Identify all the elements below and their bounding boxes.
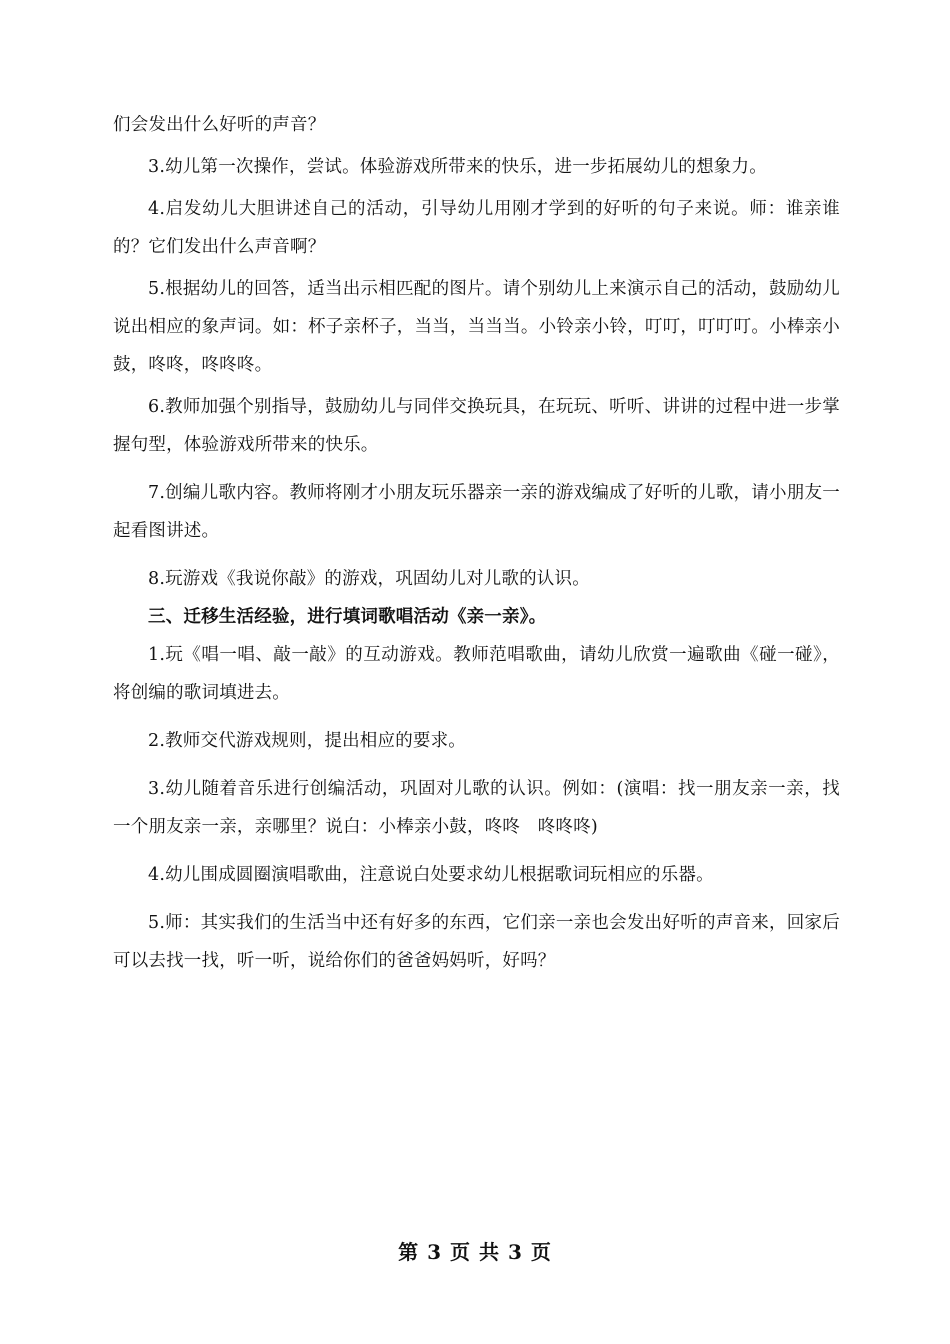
section-heading-3: 三、迁移生活经验，进行填词歌唱活动《亲一亲》。 bbox=[148, 607, 547, 627]
paragraph-continuation: 们会发出什么好听的声音？ bbox=[113, 115, 326, 135]
paragraph-section3-step-3: 3.幼儿随着音乐进行创编活动，巩固对儿歌的认识。例如：(演唱：找一朋友亲一亲，找一个朋友亲一亲，亲哪里？说白：小棒亲小鼓，咚咚 咚咚咚) bbox=[113, 779, 840, 837]
document-body bbox=[113, 106, 840, 980]
page-footer: 第 3 页 共 3 页 bbox=[398, 1240, 552, 1264]
paragraph-step-4: 4.启发幼儿大胆讲述自己的活动，引导幼儿用刚才学到的好听的句子来说。师：谁亲谁的？它们发出什么声音啊？ bbox=[113, 199, 840, 257]
paragraph-section3-step-1: 1.玩《唱一唱、敲一敲》的互动游戏。教师范唱歌曲，请幼儿欣赏一遍歌曲《碰一碰》，将创编的歌词填进去。 bbox=[113, 645, 840, 703]
paragraph-step-6: 6.教师加强个别指导，鼓励幼儿与同伴交换玩具，在玩玩、听听、讲讲的过程中进一步掌握句型，体验游戏所带来的快乐。 bbox=[113, 397, 840, 455]
paragraph-section3-step-4: 4.幼儿围成圆圈演唱歌曲，注意说白处要求幼儿根据歌词玩相应的乐器。 bbox=[148, 865, 714, 885]
paragraph-step-3: 3.幼儿第一次操作，尝试。体验游戏所带来的快乐，进一步拓展幼儿的想象力。 bbox=[148, 157, 767, 177]
paragraph-step-7: 7.创编儿歌内容。教师将刚才小朋友玩乐器亲一亲的游戏编成了好听的儿歌，请小朋友一起看图讲述。 bbox=[113, 483, 840, 541]
paragraph-step-8: 8.玩游戏《我说你敲》的游戏，巩固幼儿对儿歌的认识。 bbox=[148, 569, 590, 589]
paragraph-section3-step-2: 2.教师交代游戏规则，提出相应的要求。 bbox=[148, 731, 466, 751]
paragraph-section3-step-5: 5.师：其实我们的生活当中还有好多的东西，它们亲一亲也会发出好听的声音来，回家后可以去找一找，听一听，说给你们的爸爸妈妈听，好吗？ bbox=[113, 913, 840, 971]
paragraph-step-5: 5.根据幼儿的回答，适当出示相匹配的图片。请个别幼儿上来演示自己的活动，鼓励幼儿说出相应的象声词。如：杯子亲杯子，当当，当当当。小铃亲小铃，叮叮，叮叮叮。小棒亲小鼓，咚咚，咚咚咚。 bbox=[113, 279, 840, 375]
